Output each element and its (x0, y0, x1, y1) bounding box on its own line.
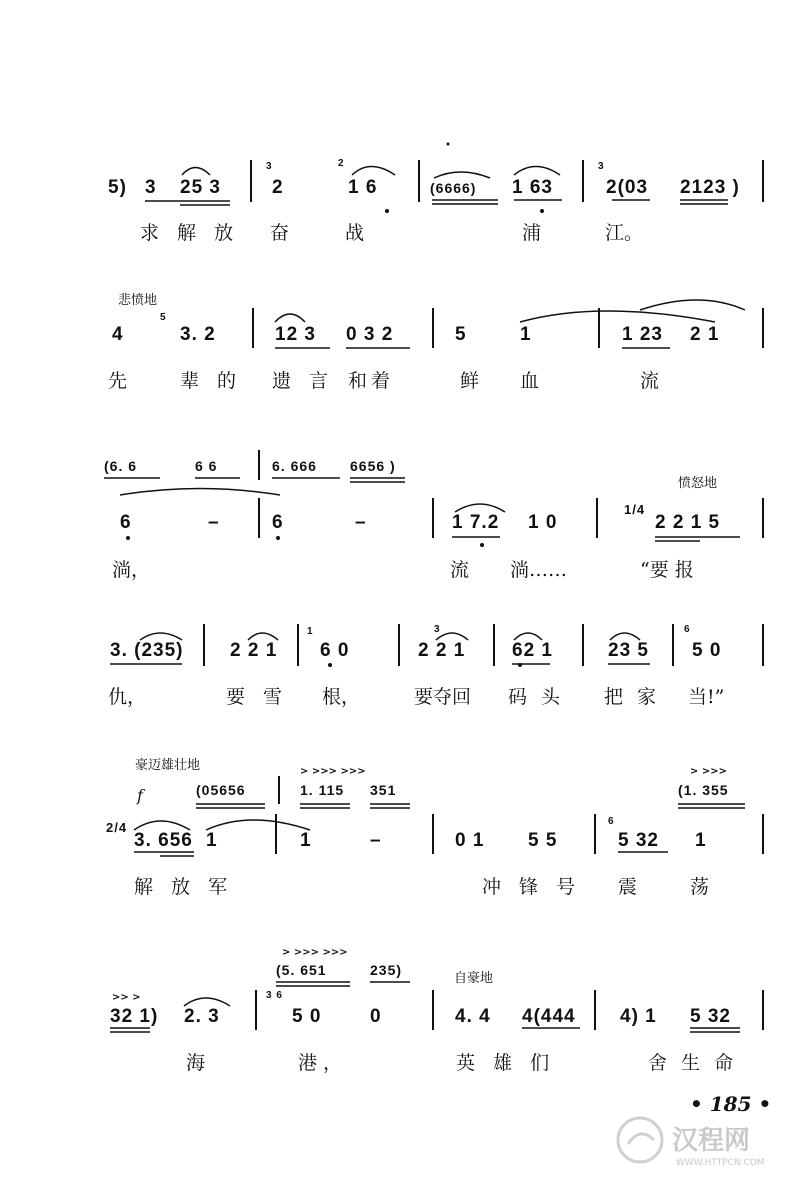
lyric: 舍 生 命 (648, 1052, 738, 1074)
lyric: 遗 言 (272, 370, 335, 392)
grace-note: 6 (608, 816, 615, 827)
note: 2. 3 (184, 1006, 220, 1027)
note: – (208, 512, 220, 533)
note: 4 (112, 324, 124, 345)
lyric: 冲 锋 号 (482, 876, 582, 898)
lyric: 辈 的 (180, 370, 243, 392)
lyric: 震 (618, 876, 638, 898)
lyric: “要 报 (640, 559, 694, 581)
lyric: 码 头 (508, 686, 565, 708)
note: 4(444 (522, 1006, 576, 1027)
watermark-brand: 汉程网 (672, 1126, 751, 1156)
note: 5 32 (690, 1006, 731, 1027)
slur (140, 633, 182, 640)
note: 0 (370, 1006, 382, 1027)
note: 1 (695, 830, 707, 851)
note: 3. 656 (134, 830, 193, 851)
note: 5 5 (528, 830, 558, 851)
note: 2123 ) (680, 177, 740, 198)
grace-note: 1 (307, 626, 314, 637)
slur (248, 633, 278, 640)
lyric: 江。 (605, 222, 644, 244)
slur (120, 489, 280, 496)
instrumental-note: (6. 6 (104, 458, 138, 474)
note: 2 1 (690, 324, 720, 345)
grace-note: 3 (598, 161, 605, 172)
grace-note: 5 (160, 312, 167, 323)
grace-note: 2 (338, 158, 345, 169)
lyric: 荡 (690, 876, 710, 898)
lyric: 当!” (688, 686, 725, 708)
grace-note: 3 (434, 624, 441, 635)
lyric: 战 (345, 222, 365, 244)
watermark (610, 1110, 790, 1180)
lyric: 流 (640, 370, 660, 392)
lyric: 奋 (270, 222, 290, 244)
note: 5 0 (692, 640, 722, 661)
instrumental-note: 6. 666 (272, 458, 317, 474)
dynamic-mark: f (137, 786, 143, 805)
note: 1 23 (622, 324, 663, 345)
lyric: 淌…… (510, 559, 568, 581)
note: 1 (206, 830, 218, 851)
note: 32 1) (110, 1006, 159, 1027)
slur (455, 504, 505, 512)
lyric: 求 解 放 (140, 222, 240, 244)
grace-note: 3 (266, 161, 273, 172)
lyric: 浦 (522, 222, 542, 244)
lyric: 港， (298, 1052, 349, 1074)
note: 12 3 (275, 324, 316, 345)
slur (520, 311, 715, 322)
lyric: 淌， (112, 559, 151, 581)
note: 62 1 (512, 640, 553, 661)
note: 2(03 (606, 177, 649, 198)
note: 0 3 2 (346, 324, 394, 345)
note: 1 (520, 324, 532, 345)
instrumental-note: (1. 355 (678, 782, 729, 798)
slur (434, 172, 490, 178)
note: 1 6 (348, 177, 378, 198)
slur (514, 167, 560, 176)
note: 5 0 (292, 1006, 322, 1027)
note: 4. 4 (455, 1006, 491, 1027)
slur (514, 633, 542, 640)
expression-mark: 愤怒地 (678, 476, 718, 491)
expression-mark: 自豪地 (454, 971, 494, 986)
note: 23 5 (608, 640, 649, 661)
lyric: 血 (520, 370, 540, 392)
lyric: 先 (108, 370, 128, 392)
slur (436, 633, 468, 640)
slur (275, 314, 305, 322)
lyric: 和着 (348, 370, 395, 392)
accent-marks: >> > (112, 992, 141, 1003)
lyric: 解 放 军 (134, 876, 234, 898)
note: 2 2 1 (418, 640, 466, 661)
note: – (370, 830, 382, 851)
time-signature: 2/4 (106, 820, 128, 835)
lyric: 鲜 (460, 370, 480, 392)
instrumental-note: (05656 (196, 782, 246, 798)
slur (610, 633, 640, 640)
note: 4) 1 (620, 1006, 657, 1027)
instrumental-note: (5. 651 (276, 962, 327, 978)
note: 5 (455, 324, 467, 345)
note: 3. 2 (180, 324, 216, 345)
expression-mark: 悲愤地 (118, 293, 158, 308)
slur (184, 998, 230, 1006)
note: 1 0 (528, 512, 558, 533)
note: 1 63 (512, 177, 553, 198)
note: 5 32 (618, 830, 659, 851)
note: 6 0 (320, 640, 350, 661)
slur (352, 167, 395, 176)
note: 2 2 1 (230, 640, 278, 661)
page-number: • 185 • (690, 1092, 772, 1116)
accent-marks: > >>> (690, 766, 727, 777)
slur (182, 168, 210, 176)
note: 5) (108, 177, 127, 198)
note: (6666) (430, 180, 477, 196)
accent-marks: > >>> >>> (300, 766, 366, 777)
slur (640, 300, 745, 310)
instrumental-note: 1. 115 (300, 782, 345, 798)
note: 6 (120, 512, 132, 533)
lyric: 仇， (108, 686, 147, 708)
lyric: 海 (186, 1052, 206, 1074)
note: 2 2 1 5 (655, 512, 721, 533)
instrumental-note: 351 (370, 782, 397, 798)
slur (134, 821, 190, 830)
lyric: 把 家 (604, 686, 661, 708)
lyric: 流 (450, 559, 470, 581)
watermark-logo-icon (610, 1110, 670, 1170)
instrumental-note: 6 6 (195, 458, 218, 474)
note: 3 (145, 177, 157, 198)
note: 2 (272, 177, 284, 198)
grace-note: 6 (684, 624, 691, 635)
time-signature: 1/4 (624, 502, 646, 517)
note: 3. (235) (110, 640, 184, 661)
watermark-url: WWW.HTTPCN.COM (676, 1158, 765, 1168)
lyric: 要 雪 (226, 686, 289, 708)
note: 1 (300, 830, 312, 851)
grace-note: 3 6 (266, 990, 283, 1001)
note: 0 1 (455, 830, 485, 851)
lyric: 英 雄 们 (456, 1052, 556, 1074)
instrumental-note: 235) (370, 962, 403, 978)
instrumental-note: 6656 ) (350, 458, 396, 474)
lyric: 要夺回 (414, 686, 472, 708)
note: 6 (272, 512, 284, 533)
accent-marks: > >>> >>> (282, 947, 348, 958)
note: – (355, 512, 367, 533)
expression-mark: 豪迈雄壮地 (135, 758, 201, 773)
lyric: 根， (322, 686, 361, 708)
note: 25 3 (180, 177, 221, 198)
note: 1 7.2 (452, 512, 500, 533)
slur (206, 820, 310, 830)
